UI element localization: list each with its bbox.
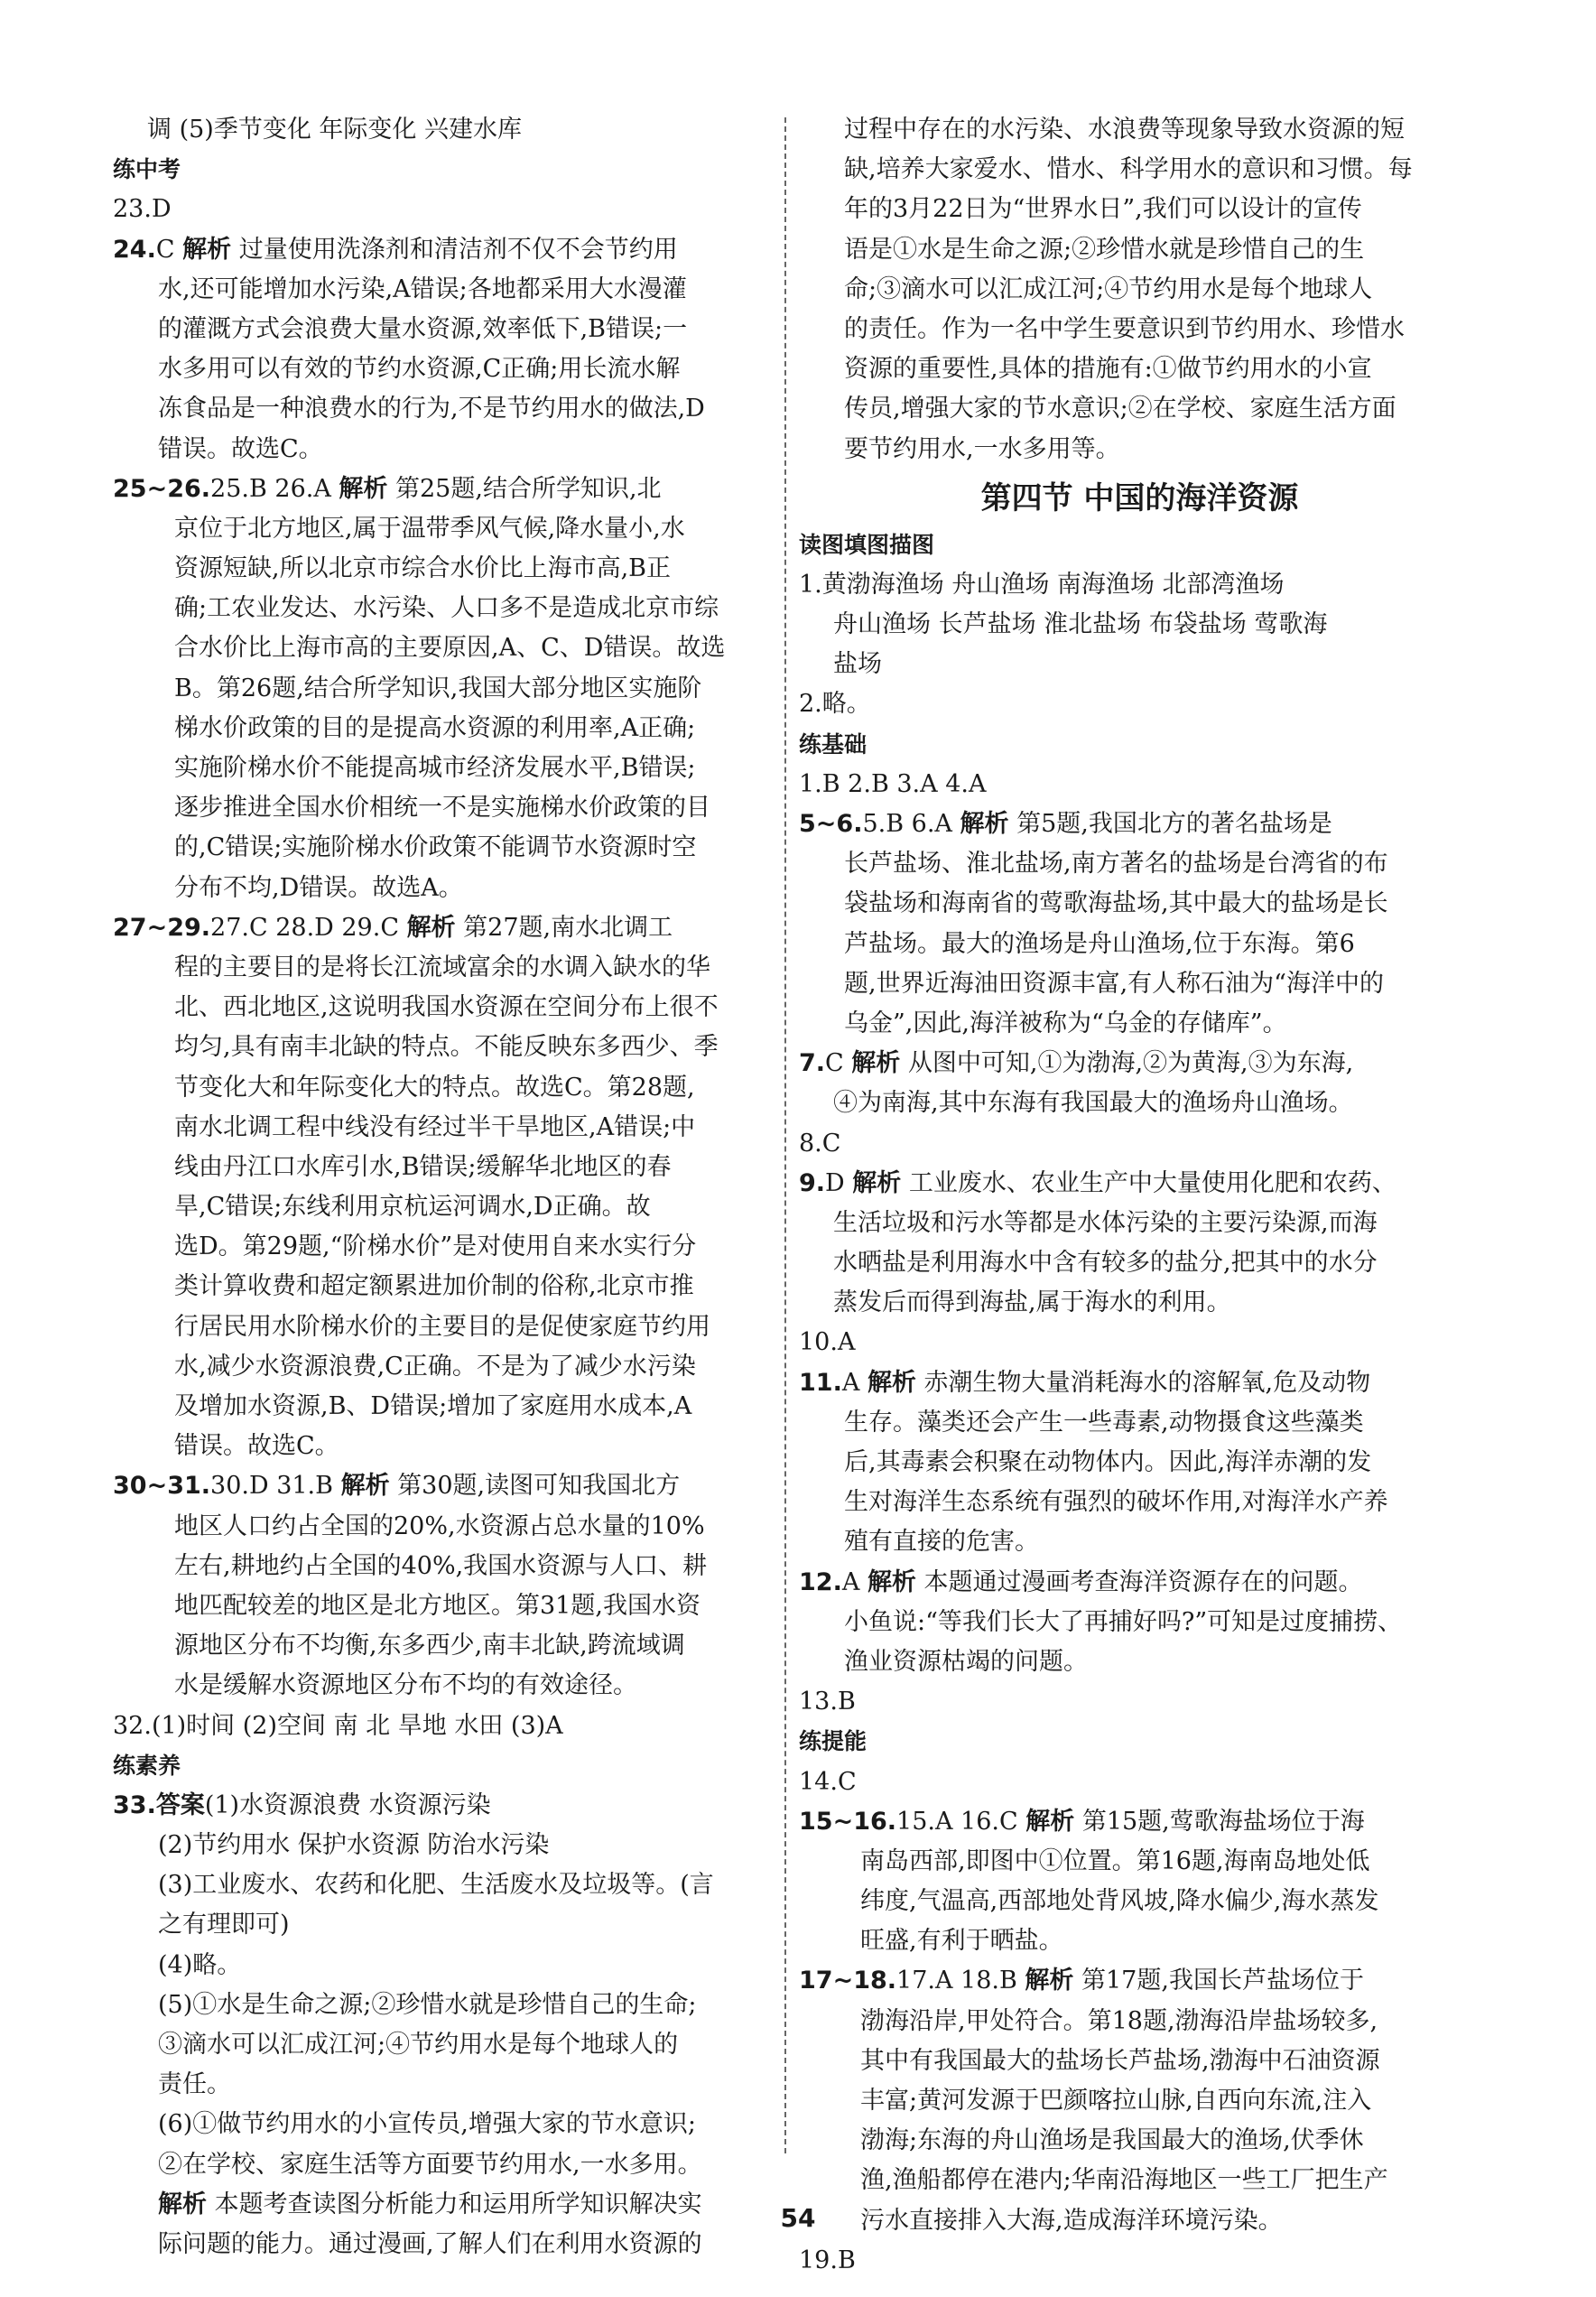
answer-line: 之有理即可) [158,1911,290,1939]
right-column [799,110,1480,2281]
answer-line: (3)工业废水、农药和化肥、生活废水及垃圾等。(言 [158,1871,714,1900]
answer-line [113,908,794,948]
answer-line [113,1466,794,1506]
answer-line: 水是缓解水资源地区分布不均的有效途径。 [174,1671,637,1700]
answer-line: 污水直接排入大海,造成海洋环境污染。 [860,2206,1283,2235]
answer-line: 逐步推进全国水价相统一不是实施梯水价政策的目 [174,794,710,823]
answer-line: 芦盐场。最大的渔场是舟山渔场,位于东海。第6 [844,929,1355,958]
answer-choice: C [825,1049,852,1078]
answer-line: 南岛西部,即图中①位置。第16题,海南岛地处低 [860,1846,1370,1875]
question-number: 25~26. [113,474,211,503]
answer-line: 地区人口约占全国的20%,水资源占总水量的10% [174,1511,705,1540]
answer-line: 京位于北方地区,属于温带季风气候,降水量小,水 [174,514,685,543]
answer-line [799,804,1480,844]
answer-text: 第5题,我国北方的著名盐场是 [1008,810,1332,838]
answer-line: 渤海;东海的舟山渔场是我国最大的渔场,伏季休 [860,2126,1364,2155]
analysis-label: 解析 [1025,1807,1075,1836]
analysis-label: 解析 [406,913,456,942]
answer-line: 丰富;黄河发源于巴颜喀拉山脉,自西向东流,注入 [860,2087,1372,2115]
answer-line: 其中有我国最大的盐场长芦盐场,渤海中石油资源 [860,2046,1380,2075]
answer-choice: 25.B 26.A [210,474,339,503]
answer-line [799,1563,1480,1603]
answer-line: ③滴水可以汇成江河;④节约用水是每个地球人的 [158,2031,679,2059]
answer-line: 类计算收费和超定额累进加价制的俗称,北京市推 [174,1272,694,1301]
answer-text: 过量使用洗涤剂和清洁剂不仅不会节约用 [231,235,678,264]
answer-line: 调 (5)季节变化 年际变化 兴建水库 [147,116,522,144]
question-number: 33. [113,1790,156,1819]
answer-line: 过程中存在的水污染、水浪费等现象导致水资源的短 [844,116,1405,144]
answer-line: 命;③滴水可以汇成江河;④节约用水是每个地球人 [844,274,1373,303]
answer-line: 19.B [799,2246,856,2274]
answer-line: B。第26题,结合所学知识,我国大部分地区实施阶 [174,674,702,702]
answer-line: 乌金”,因此,海洋被称为“乌金的存储库”。 [844,1009,1287,1037]
answer-text: 第15题,莺歌海盐场位于海 [1074,1807,1365,1836]
answer-line: 行居民用水阶梯水价的主要目的是促使家庭节约用 [174,1312,710,1341]
answer-choice: A [841,1368,868,1397]
answer-line: 梯水价政策的目的是提高水资源的利用率,A正确; [174,713,696,742]
answer-line: 13.B [799,1688,856,1716]
answer-line: ②在学校、家庭生活等方面要节约用水,一水多用。 [158,2150,702,2179]
answer-line: 小鱼说:“等我们长大了再捕好吗?”可知是过度捕捞、 [844,1607,1403,1636]
answer-line: 北、西北地区,这说明我国水资源在空间分布上很不 [174,993,719,1022]
answer-line [113,230,794,270]
answer-label: 答案 [155,1790,205,1819]
analysis-label: 解析 [182,235,232,264]
analysis-label: 解析 [867,1567,916,1596]
answer-line: 南水北调工程中线没有经过半干旱地区,A错误;中 [174,1112,696,1141]
answer-text: 第17题,我国长芦盐场位于 [1073,1967,1364,1995]
answer-line: 资源的重要性,具体的措施有:①做节约用水的小宣 [844,355,1372,384]
analysis-label: 解析 [960,810,1009,838]
answer-line: 水,减少水资源浪费,C正确。不是为了减少水污染 [174,1352,696,1381]
answer-line: 蒸发后而得到海盐,属于海水的利用。 [833,1288,1231,1317]
question-number: 30~31. [113,1472,211,1501]
analysis-label: 解析 [158,2190,207,2218]
answer-line: 年的3月22日为“世界水日”,我们可以设计的宣传 [844,195,1362,224]
answer-text: 赤潮生物大量消耗海水的溶解氧,危及动物 [915,1368,1371,1397]
analysis-label: 解析 [1025,1967,1074,1995]
answer-text: 本题通过漫画考查海洋资源存在的问题。 [915,1567,1363,1596]
answer-line: 语是①水是生命之源;②珍惜水就是珍惜自己的生 [844,235,1365,264]
answer-text: 工业废水、农业生产中大量使用化肥和农药、 [901,1168,1396,1197]
answer-line: 后,其毒素会积聚在动物体内。因此,海洋赤潮的发 [844,1448,1372,1476]
answer-line: 选D。第29题,“阶梯水价”是对使用自来水实行分 [174,1232,697,1261]
answer-choice: 17.A 18.B [896,1967,1025,1995]
answer-line: 地匹配较差的地区是北方地区。第31题,我国水资 [174,1591,701,1620]
answer-line: 节变化大和年际变化大的特点。故选C。第28题, [174,1073,695,1102]
question-number: 11. [799,1368,842,1397]
answer-line: 责任。 [158,2070,231,2099]
analysis-label: 解析 [340,1472,390,1501]
answer-line: 的责任。作为一名中学生要意识到节约用水、珍惜水 [844,314,1405,343]
answer-line: 左右,耕地约占全国的40%,我国水资源与人口、耕 [174,1551,708,1580]
answer-line: 的,C错误;实施阶梯水价政策不能调节水资源时空 [174,833,697,862]
question-number: 7. [799,1049,826,1078]
section-label: 练提能 [799,1728,868,1755]
analysis-label: 解析 [867,1368,916,1397]
question-number: 5~6. [799,810,863,838]
answer-line: 舟山渔场 长芦盐场 淮北盐场 布袋盐场 莺歌海 [833,610,1328,639]
answer-line: 缺,培养大家爱水、惜水、科学用水的意识和习惯。每 [844,155,1413,184]
answer-text: (1)水资源浪费 水资源污染 [204,1790,491,1819]
answer-line: 旺盛,有利于晒盐。 [860,1927,1063,1956]
answer-line: 生活垃圾和污水等都是水体污染的主要污染源,而海 [833,1208,1378,1237]
answer-line: 23.D [113,195,172,224]
analysis-label: 解析 [851,1049,901,1078]
answer-choice: 5.B 6.A [862,810,960,838]
answer-line: 及增加水资源,B、D错误;增加了家庭用水成本,A [174,1392,692,1420]
answer-line: 冻食品是一种浪费水的行为,不是节约用水的做法,D [158,395,705,423]
answer-line: 生对海洋生态系统有强烈的破坏作用,对海洋水产养 [844,1488,1388,1517]
answer-text: 从图中可知,①为渤海,②为黄海,③为东海, [900,1049,1354,1078]
answer-line: 题,世界近海油田资源丰富,有人称石油为“海洋中的 [844,969,1384,998]
answer-choice: A [841,1567,868,1596]
section-label: 练素养 [113,1752,181,1779]
answer-line: 1.黄渤海渔场 舟山渔场 南海渔场 北部湾渔场 [799,570,1285,599]
answer-line: 际问题的能力。通过漫画,了解人们在利用水资源的 [158,2229,702,2258]
answer-line: 确;工农业发达、水污染、人口多不是造成北京市综 [174,594,719,623]
answer-line: 8.C [799,1129,841,1158]
answer-line [799,1363,1480,1403]
answer-line: (5)①水是生命之源;②珍惜水就是珍惜自己的生命; [158,1990,697,2019]
answer-line: 的灌溉方式会浪费大量水资源,效率低下,B错误;一 [158,314,688,343]
answer-text: 第30题,读图可知我国北方 [389,1472,681,1501]
answer-line: 渔,渔船都停在港内;华南沿海地区一些工厂把生产 [860,2166,1388,2195]
answer-line: 10.A [799,1328,856,1357]
answer-line: (2)节约用水 保护水资源 防治水污染 [158,1831,550,1860]
answer-text: 第27题,南水北调工 [455,913,673,942]
answer-line: 均匀,具有南丰北缺的特点。不能反映东多西少、季 [174,1033,719,1062]
answer-line [113,1786,794,1826]
answer-line: 渤海沿岸,甲处符合。第18题,渤海沿岸盐场较多, [860,2006,1378,2035]
section-heading: 第四节 中国的海洋资源 [980,479,1299,516]
answer-line: 纬度,气温高,西部地处背风坡,降水偏少,海水蒸发 [860,1887,1379,1916]
answer-text: 本题考查读图分析能力和运用所学知识解决实 [207,2190,702,2218]
answer-line: 线由丹江口水库引水,B错误;缓解华北地区的春 [174,1152,672,1181]
answer-choice: 27.C 28.D 29.C [210,913,407,942]
answer-line: 要节约用水,一水多用等。 [844,434,1120,463]
answer-line: (6)①做节约用水的小宣传员,增强大家的节水意识; [158,2110,696,2139]
answer-text: 第25题,结合所学知识,北 [387,474,662,503]
answer-line: 14.C [799,1767,857,1796]
analysis-label: 解析 [339,474,388,503]
answer-choice: 30.D 31.B [210,1472,341,1501]
answer-line: 2.略。 [799,690,871,719]
answer-line: 水晒盐是利用海水中含有较多的盐分,把其中的水分 [833,1249,1378,1278]
answer-line [799,1044,1480,1083]
question-number: 17~18. [799,1967,897,1995]
section-label: 练基础 [799,730,868,758]
answer-line: ④为南海,其中东海有我国最大的渔场舟山渔场。 [833,1089,1353,1118]
answer-line: 1.B 2.B 3.A 4.A [799,769,987,798]
question-number: 9. [799,1168,826,1197]
answer-line: 盐场 [833,650,882,679]
answer-line: 传员,增强大家的节水意识;②在学校、家庭生活方面 [844,395,1396,423]
answer-line: 渔业资源枯竭的问题。 [844,1647,1088,1676]
answer-line [799,1961,1480,2001]
answer-line: 错误。故选C。 [158,434,323,463]
answer-line [113,470,794,509]
answer-line: 源地区分布不均衡,东多西少,南丰北缺,跨流域调 [174,1632,685,1660]
answer-line: 殖有直接的危害。 [844,1528,1039,1557]
page-number: 54 [780,2203,816,2233]
section-label: 练中考 [113,156,181,183]
answer-line: 水,还可能增加水污染,A错误;各地都采用大水漫灌 [158,274,687,303]
answer-line [799,1164,1480,1204]
answer-choice: 15.A 16.C [896,1807,1026,1836]
answer-line: 生存。藻类还会产生一些毒素,动物摄食这些藻类 [844,1408,1364,1437]
question-number: 24. [113,235,156,264]
analysis-label: 解析 [852,1168,902,1197]
section-label: 读图填图描图 [799,531,935,558]
answer-line: (4)略。 [158,1950,242,1979]
answer-line: 分布不均,D错误。故选A。 [174,873,463,902]
question-number: 27~29. [113,913,211,942]
answer-line: 合水价比上海市高的主要原因,A、C、D错误。故选 [174,634,726,663]
column-divider [784,117,786,2153]
answer-line: 旱,C错误;东线利用京杭运河调水,D正确。故 [174,1193,651,1222]
answer-choice: C [155,235,175,264]
answer-line [799,1802,1480,1842]
answer-line: 程的主要目的是将长江流域富余的水调入缺水的华 [174,953,710,981]
answer-line: 实施阶梯水价不能提高城市经济发展水平,B错误; [174,754,696,782]
question-number: 12. [799,1567,842,1596]
question-number: 15~16. [799,1807,897,1836]
answer-line: 资源短缺,所以北京市综合水价比上海市高,B正 [174,554,672,583]
left-column [113,110,794,2264]
answer-line: 长芦盐场、淮北盐场,南方著名的盐场是台湾省的布 [844,850,1388,879]
answer-choice: D [825,1168,853,1197]
answer-line: 错误。故选C。 [174,1432,339,1461]
answer-line: 水多用可以有效的节约水资源,C正确;用长流水解 [158,355,681,384]
answer-line: 袋盐场和海南省的莺歌海盐场,其中最大的盐场是长 [844,889,1388,918]
answer-line: 32.(1)时间 (2)空间 南 北 旱地 水田 (3)A [113,1711,563,1740]
